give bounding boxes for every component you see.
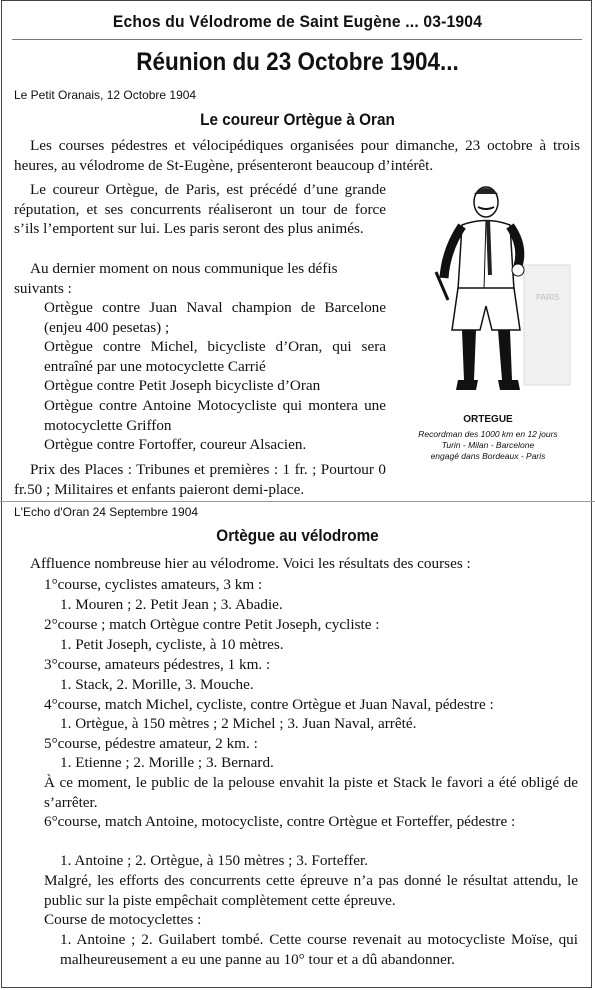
article1-source: Le Petit Oranais, 12 Octobre 1904 (14, 88, 197, 102)
race-result: 1. Antoine ; 2. Ortègue, à 150 mètres ; 3. Forteffer. (60, 852, 369, 869)
challenge-item: Ortègue contre Antoine Motocycliste qui montera une motocyclette Griffon (44, 397, 386, 434)
cyclist-illustration (414, 180, 574, 410)
race-result: 1. Antoine ; 2. Guilabert tombé. Cette course revenait au motocycliste Moïse, qui malheureusement a eu une panne au 10° tour et a dû abandonner. (60, 931, 578, 968)
challenge-item: Ortègue contre Michel, bicycliste d’Oran, qui sera entraîné par une motocyclette Carrié (44, 338, 386, 375)
article2-intro: Affluence nombreuse hier au vélodrome. Voici les résultats des courses : (30, 555, 471, 572)
article1-prices: Prix des Places : Tribunes et premières : 1 fr. ; Pourtour 0 fr.50 ; Militaires et enfants paieront demi-place. (14, 461, 386, 498)
photo-name: ORTEGUE (463, 414, 513, 425)
challenge-item: Ortègue contre Fortoffer, coureur Alsacien. (44, 436, 307, 453)
page-title: Réunion du 23 Octobre 1904... (136, 48, 459, 76)
article2-headline: Ortègue au vélodrome (216, 526, 379, 545)
race-result: 1. Ortègue, à 150 mètres ; 2 Michel ; 3. Juan Naval, arrêté. (60, 715, 417, 732)
article2-source: L'Echo d'Oran 24 Septembre 1904 (14, 505, 199, 519)
race-title: 6°course, match Antoine, motocycliste, contre Ortègue et Forteffer, pédestre : (44, 813, 516, 830)
portrait-photo (414, 180, 574, 410)
race-result: 1. Stack, 2. Morille, 3. Mouche. (60, 676, 254, 693)
article1-paragraph-2: Le coureur Ortègue, de Paris, est précédé d’une grande réputation, et ses concurrents réaliseront un tour de force s’ils l’emportent sur lui. Les paris seront des plus animés. (14, 181, 386, 237)
incident-paragraph: À ce moment, le public de la pelouse envahit la piste et Stack le favori a été obligé de s’arrêter. (44, 774, 578, 811)
race-result: 1. Etienne ; 2. Morille ; 3. Bernard. (60, 754, 274, 771)
article1-paragraph-3: Au dernier moment on nous communique les défis suivants : (14, 260, 338, 297)
photo-caption-line: engagé dans Bordeaux - Paris (430, 451, 546, 461)
article1-paragraph-1: Les courses pédestres et vélocipédiques organisées pour dimanche, 23 octobre à trois heures, au vélodrome de St-Eugène, présenteront beaucoup d’intérêt. (14, 137, 580, 174)
article-separator (0, 501, 595, 502)
race-title: 1°course, cyclistes amateurs, 3 km : (44, 576, 263, 593)
challenge-item: Ortègue contre Juan Naval champion de Barcelone (enjeu 400 pesetas) ; (44, 299, 386, 336)
race-title: Course de motocyclettes : (44, 911, 202, 928)
svg-text:PARIS: PARIS (536, 293, 560, 302)
header-rule (12, 39, 582, 40)
race-title: 3°course, amateurs pédestres, 1 km. : (44, 656, 271, 673)
race-title: 4°course, match Michel, cycliste, contre Ortègue et Juan Naval, pédestre : (44, 696, 494, 713)
photo-caption-line: Recordman des 1000 km en 12 jours (418, 429, 558, 439)
race-title: 2°course ; match Ortègue contre Petit Joseph, cycliste : (44, 616, 380, 633)
race-result: 1. Mouren ; 2. Petit Jean ; 3. Abadie. (60, 596, 283, 613)
race-title: 5°course, pédestre amateur, 2 km. : (44, 735, 258, 752)
race-result: 1. Petit Joseph, cycliste, à 10 mètres. (60, 636, 284, 653)
challenge-item: Ortègue contre Petit Joseph bicycliste d’Oran (44, 377, 321, 394)
article1-headline: Le coureur Ortègue à Oran (200, 110, 395, 129)
kicker-title: Echos du Vélodrome de Saint Eugène ... 03-1904 (112, 12, 483, 31)
photo-caption-line: Turin - Milan - Barcelone (441, 440, 535, 450)
malgre-paragraph: Malgré, les efforts des concurrents cette épreuve n’a pas donné le résultat attendu, le public sur la piste empêchait complètement cette épreuve. (44, 872, 578, 909)
